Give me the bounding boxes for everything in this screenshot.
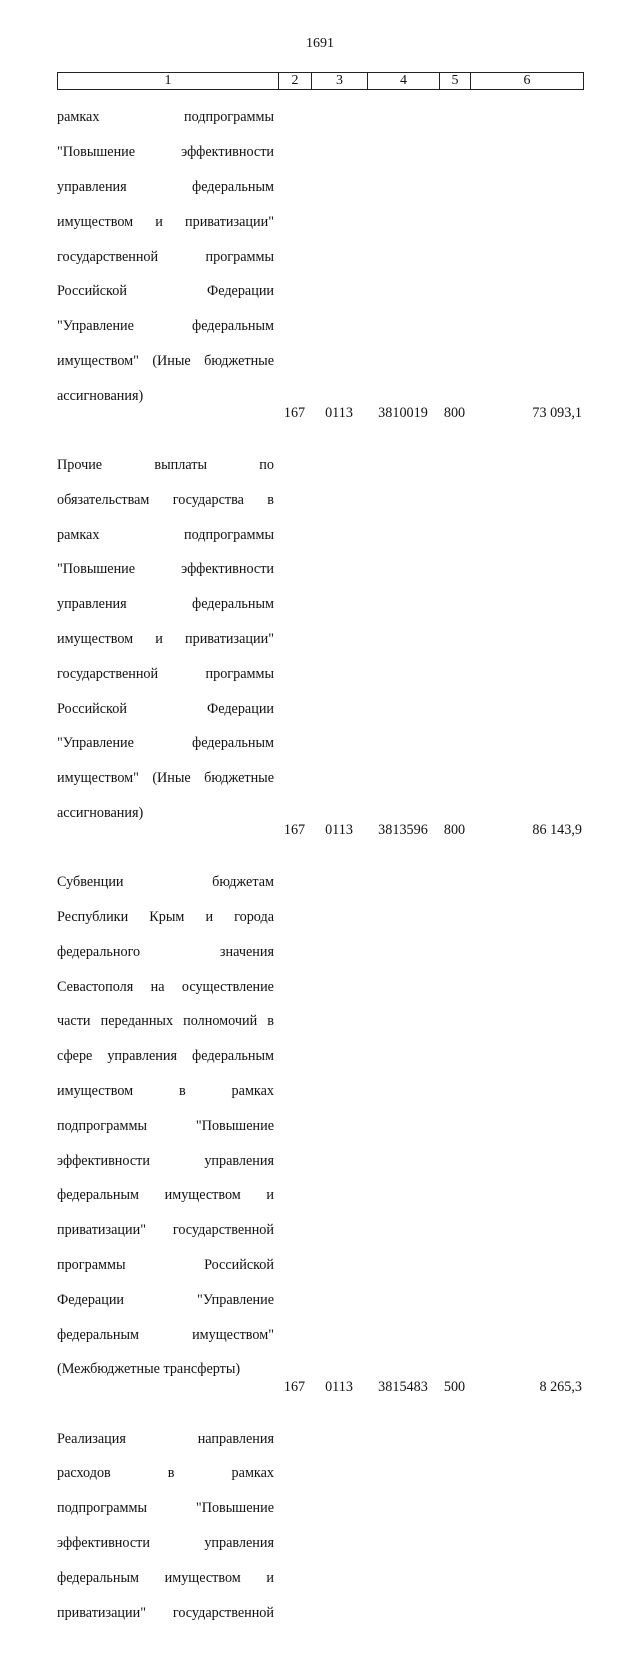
description-line: рамках подпрограммы [57,526,274,543]
description-line: ассигнования) [57,804,144,821]
header-col-2: 2 [279,73,312,89]
row-description [57,440,274,840]
description-line: "Управление федеральным [57,735,274,752]
description-line: подпрограммы "Повышение [57,1500,274,1517]
table-header [57,72,584,90]
description-line: управления федеральным [57,596,274,613]
row-values [278,405,582,422]
description-line: рамках подпрограммы [57,109,274,126]
table-body [57,92,582,1656]
description-line: (Межбюджетные трансферты) [57,1361,241,1378]
row-description [57,1413,274,1639]
description-line: федеральным имуществом и [57,1187,274,1204]
description-line: имуществом и приватизации" [57,630,274,647]
description-line: государственной программы [57,665,274,682]
description-line: управления федеральным [57,179,274,195]
table-row [57,1413,582,1639]
row-values [278,1379,582,1396]
description-line: имуществом в рамках [57,1082,274,1099]
description-line: приватизации" государственной [57,1222,274,1239]
description-line: Реализация направления [57,1430,274,1447]
description-line: подпрограммы "Повышение [57,1117,274,1134]
header-col-5: 5 [440,73,471,89]
header-col-4: 4 [368,73,440,89]
description-line: имуществом" (Иные бюджетные [57,352,274,369]
description-line: Севастополя на осуществление [57,978,274,995]
table-row [57,440,582,840]
description-line: федеральным имуществом" [57,1326,274,1343]
description-line: "Повышение эффективности [57,561,274,578]
cell-sum: 8 265,3 [539,1378,582,1395]
description-line: сфере управления федеральным [57,1048,274,1065]
table-row [57,92,582,423]
description-line: Российской Федерации [57,283,274,300]
cell-sum: 86 143,9 [532,822,582,839]
description-line: ассигнования) [57,387,144,404]
table-row [57,857,582,1396]
description-line: части переданных полномочий в [57,1013,274,1030]
description-line: "Управление федеральным [57,318,274,335]
cell-rz: 0113 [325,405,353,422]
cell-rz: 0113 [325,822,353,839]
description-line: Федерации "Управление [57,1291,274,1308]
row-values [278,822,582,839]
header-col-6: 6 [523,73,531,88]
cell-gr: 167 [283,405,306,422]
cell-rz: 0113 [325,1378,353,1395]
header-col-3: 3 [312,73,368,89]
description-line: эффективности управления [57,1152,274,1169]
description-line: Субвенции бюджетам [57,874,274,891]
description-line: расходов в рамках [57,1465,274,1482]
description-line: Российской Федерации [57,700,274,717]
description-line: федерального значения [57,943,274,960]
description-line: программы Российской [57,1256,274,1273]
description-line: Прочие выплаты по [57,456,274,473]
cell-gr: 167 [283,822,306,839]
cell-vr: 500 [443,1378,466,1395]
row-description [57,92,274,423]
description-line: имуществом и приватизации" [57,213,274,230]
page-number: 1691 [306,36,334,51]
description-line: приватизации" государственной [57,1604,274,1621]
cell-vr: 800 [443,405,466,422]
description-line: государственной программы [57,248,274,265]
cell-cs: 3813596 [378,822,428,839]
description-line: федеральным имуществом и [57,1569,274,1586]
row-description [57,857,274,1396]
cell-vr: 800 [443,822,466,839]
cell-sum: 73 093,1 [532,405,582,422]
description-line: обязательствам государства в [57,491,274,508]
description-line: эффективности управления [57,1534,274,1551]
description-line: Республики Крым и города [57,908,274,925]
cell-cs: 3815483 [378,1378,428,1395]
cell-gr: 167 [283,1378,306,1395]
cell-cs: 3810019 [378,405,428,422]
header-col-1: 1 [58,73,279,89]
description-line: имуществом" (Иные бюджетные [57,770,274,787]
description-line: "Повышение эффективности [57,144,274,161]
